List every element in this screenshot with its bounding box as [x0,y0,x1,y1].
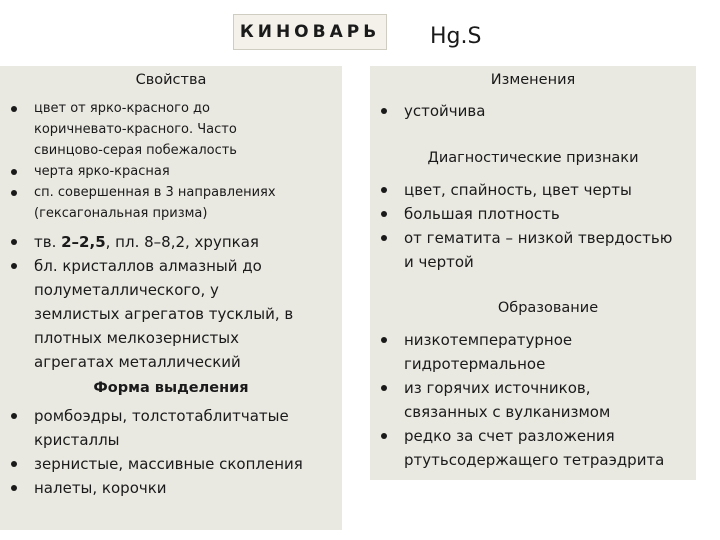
diagnostic-list [370,178,672,274]
property-hardness [0,230,293,254]
density-value: 8–8,2 [144,233,186,251]
bullet-icon [11,106,17,112]
list-item-line: коричневато-красного. Часто [34,122,237,137]
chemical-formula: Hg.S [430,24,482,49]
list-item-line: сп. совершенная в 3 направлениях [34,185,276,200]
list-item-line: цвет от ярко-красного до [34,101,210,116]
list-item-line: от гематита – низкой твердостью [404,229,673,247]
form-item [0,404,303,452]
density-prefix: , пл. [105,233,145,251]
list-item-line: кристаллы [34,431,120,449]
list-item-line: устойчива [404,102,486,120]
property-color [0,98,276,161]
list-item-line [34,230,293,254]
list-item-line: бл. кристаллов алмазный до [34,257,262,275]
page-title: КИНОВАРЬ [239,22,381,42]
formation-list [370,328,664,472]
forms-heading: Форма выделения [93,380,249,396]
bullet-icon [11,461,17,467]
hardness-suffix: , хрупкая [185,233,259,251]
bullet-icon [381,108,387,114]
properties-big-list [0,230,293,374]
changes-heading: Изменения [490,72,576,88]
list-item-line: низкотемпературное [404,331,573,349]
changes-list [370,99,485,123]
list-item-line: плотных мелкозернистых [34,329,239,347]
form-item [0,452,303,476]
list-item-line: полуметаллического, у [34,281,219,299]
property-luster [0,254,293,374]
bullet-icon [381,385,387,391]
formation-item [370,424,664,472]
hardness-value: 2–2,5 [61,233,106,251]
forms-list [0,404,303,500]
list-item-line: агрегатах металлический [34,353,241,371]
bullet-icon [11,239,17,245]
formation-item [370,328,664,376]
list-item-line: из горячих источников, [404,379,591,397]
property-cleavage [0,182,276,224]
list-item-line: большая плотность [404,205,560,223]
list-item-line: связанных с вулканизмом [404,403,611,421]
list-item-line: налеты, корочки [34,479,167,497]
bullet-icon [11,263,17,269]
change-item [370,99,485,123]
list-item-line: землистых агрегатов тусклый, в [34,305,294,323]
bullet-icon [11,190,17,196]
form-item [0,476,303,500]
property-streak [0,161,276,182]
list-item-line: (гексагональная призма) [34,206,208,221]
diagnostic-item [370,178,672,202]
bullet-icon [381,211,387,217]
bullet-icon [381,187,387,193]
list-item-line: цвет, спайность, цвет черты [404,181,632,199]
diagnostic-item [370,226,672,274]
diagnostic-item [370,202,672,226]
list-item-line: и чертой [404,253,474,271]
bullet-icon [11,413,17,419]
info-panel [370,66,696,480]
hardness-prefix: тв. [34,233,62,251]
diagnostic-heading: Диагностические признаки [427,150,639,166]
list-item-line: черта ярко-красная [34,164,170,179]
properties-heading: Свойства [135,72,207,88]
properties-panel [0,66,342,530]
title-box [233,14,387,50]
bullet-icon [11,485,17,491]
list-item-line: свинцово-серая побежалость [34,143,237,158]
properties-small-list [0,98,276,224]
bullet-icon [381,235,387,241]
formation-item [370,376,664,424]
list-item-line: редко за счет разложения [404,427,615,445]
list-item-line: ромбоэдры, толстотаблитчатые [34,407,289,425]
bullet-icon [11,169,17,175]
bullet-icon [381,433,387,439]
formation-heading: Образование [497,300,599,316]
bullet-icon [381,337,387,343]
list-item-line: ртутьсодержащего тетраэдрита [404,451,665,469]
list-item-line: зернистые, массивные скопления [34,455,303,473]
list-item-line: гидротермальное [404,355,546,373]
